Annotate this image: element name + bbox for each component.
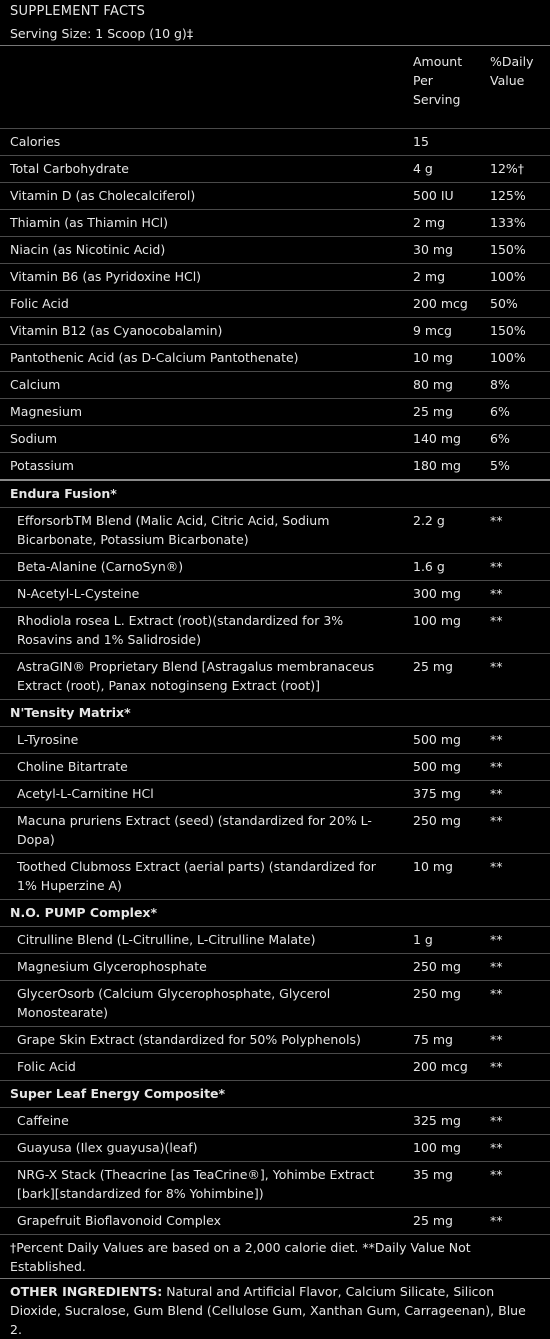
blend-list xyxy=(0,481,550,1235)
ingredient-name: Rhodiola rosea L. Extract (root)(standardized for 3% Rosavins and 1% Salidroside) xyxy=(17,613,344,647)
ingredient-amount: 9 mcg xyxy=(413,323,452,338)
ingredient-dv: ** xyxy=(490,859,503,874)
nutrient-row xyxy=(0,291,550,318)
nutrient-row xyxy=(0,264,550,291)
blend-ingredient-row xyxy=(0,581,550,608)
ingredient-dv: ** xyxy=(490,759,503,774)
ingredient-name: AstraGIN® Proprietary Blend [Astragalus membranaceus Extract (root), Panax notoginseng Extract (root)] xyxy=(17,659,375,693)
nutrient-row xyxy=(0,453,550,481)
ingredient-dv: ** xyxy=(490,1213,503,1228)
ingredient-amount: 200 mcg xyxy=(413,1059,468,1074)
blend-ingredient-row xyxy=(0,981,550,1027)
ingredient-name: Vitamin D (as Cholecalciferol) xyxy=(10,188,196,203)
ingredient-name: Beta-Alanine (CarnoSyn®) xyxy=(17,559,184,574)
other-ingredients-label: OTHER INGREDIENTS: xyxy=(10,1284,163,1299)
nutrient-row xyxy=(0,237,550,264)
blend-ingredient-row xyxy=(0,554,550,581)
ingredient-name: Potassium xyxy=(10,458,74,473)
ingredient-name: Total Carbohydrate xyxy=(10,161,129,176)
ingredient-name: Choline Bitartrate xyxy=(17,759,128,774)
blend-heading xyxy=(0,700,550,727)
ingredient-amount: 500 mg xyxy=(413,759,461,774)
nutrient-list xyxy=(0,129,550,481)
ingredient-amount: 10 mg xyxy=(413,350,453,365)
ingredient-dv: 150% xyxy=(490,323,526,338)
nutrient-row xyxy=(0,372,550,399)
blend-ingredient-row xyxy=(0,854,550,900)
ingredient-amount: 75 mg xyxy=(413,1032,453,1047)
blend-ingredient-row xyxy=(0,781,550,808)
ingredient-amount: 25 mg xyxy=(413,404,453,419)
ingredient-name: Sodium xyxy=(10,431,58,446)
ingredient-dv: ** xyxy=(490,959,503,974)
ingredient-dv: 125% xyxy=(490,188,526,203)
ingredient-dv: ** xyxy=(490,559,503,574)
ingredient-dv: 100% xyxy=(490,269,526,284)
ingredient-amount: 10 mg xyxy=(413,859,453,874)
blend-ingredient-row xyxy=(0,808,550,854)
ingredient-amount: 250 mg xyxy=(413,813,461,828)
ingredient-amount: 140 mg xyxy=(413,431,461,446)
ingredient-name: Calcium xyxy=(10,377,61,392)
ingredient-dv: ** xyxy=(490,659,503,674)
ingredient-name: Calories xyxy=(10,134,61,149)
ingredient-amount: 15 xyxy=(413,134,429,149)
ingredient-dv: 12%† xyxy=(490,161,525,176)
ingredient-amount: 2 mg xyxy=(413,215,446,230)
ingredient-dv: 100% xyxy=(490,350,526,365)
ingredient-dv: 50% xyxy=(490,296,518,311)
ingredient-dv: ** xyxy=(490,813,503,828)
ingredient-dv: ** xyxy=(490,1140,503,1155)
ingredient-dv: 150% xyxy=(490,242,526,257)
ingredient-dv: 5% xyxy=(490,458,510,473)
ingredient-dv: ** xyxy=(490,986,503,1001)
nutrient-row xyxy=(0,156,550,183)
blend-ingredient-row xyxy=(0,927,550,954)
blend-ingredient-row xyxy=(0,1162,550,1208)
ingredient-name: Grape Skin Extract (standardized for 50% Polyphenols) xyxy=(17,1032,361,1047)
footnote: †Percent Daily Values are based on a 2,000 calorie diet. **Daily Value Not Established. xyxy=(0,1235,550,1279)
ingredient-amount: 1 g xyxy=(413,932,433,947)
ingredient-name: Toothed Clubmoss Extract (aerial parts) (standardized for 1% Huperzine A) xyxy=(17,859,376,893)
ingredient-amount: 100 mg xyxy=(413,1140,461,1155)
ingredient-amount: 500 mg xyxy=(413,732,461,747)
ingredient-dv: 133% xyxy=(490,215,526,230)
ingredient-dv: ** xyxy=(490,613,503,628)
blend-heading xyxy=(0,1081,550,1108)
ingredient-amount: 2.2 g xyxy=(413,513,445,528)
ingredient-amount: 4 g xyxy=(413,161,433,176)
blend-ingredient-row xyxy=(0,508,550,554)
ingredient-amount: 180 mg xyxy=(413,458,461,473)
ingredient-name: Thiamin (as Thiamin HCl) xyxy=(10,215,168,230)
blend-ingredient-row xyxy=(0,654,550,700)
nutrient-row xyxy=(0,129,550,156)
ingredient-name: Guayusa (Ilex guayusa)(leaf) xyxy=(17,1140,198,1155)
other-ingredients xyxy=(0,1279,550,1339)
blend-ingredient-row xyxy=(0,1208,550,1235)
ingredient-dv: ** xyxy=(490,1059,503,1074)
ingredient-amount: 300 mg xyxy=(413,586,461,601)
ingredient-amount: 1.6 g xyxy=(413,559,445,574)
blend-ingredient-row xyxy=(0,608,550,654)
ingredient-dv: ** xyxy=(490,1113,503,1128)
panel-header xyxy=(0,0,550,46)
blend-ingredient-row xyxy=(0,754,550,781)
other-ingredients-text: Natural and Artificial Flavor, Calcium Silicate, Silicon Dioxide, Sucralose, Gum Blend (Cellulose Gum, Xanthan Gum, Carrageenan), Blue 2. xyxy=(10,1284,526,1337)
ingredient-name: Folic Acid xyxy=(10,296,69,311)
serving-size: Serving Size: 1 Scoop (10 g)‡ xyxy=(0,23,550,46)
blend-ingredient-row xyxy=(0,1108,550,1135)
ingredient-amount: 250 mg xyxy=(413,959,461,974)
ingredient-dv: ** xyxy=(490,1032,503,1047)
ingredient-name: Acetyl-L-Carnitine HCl xyxy=(17,786,154,801)
ingredient-dv: 6% xyxy=(490,404,510,419)
nutrient-row xyxy=(0,345,550,372)
ingredient-name: Vitamin B12 (as Cyanocobalamin) xyxy=(10,323,223,338)
blend-name: Endura Fusion* xyxy=(10,486,117,501)
ingredient-amount: 250 mg xyxy=(413,986,461,1001)
ingredient-dv: ** xyxy=(490,932,503,947)
ingredient-name: Pantothenic Acid (as D-Calcium Pantothenate) xyxy=(10,350,299,365)
ingredient-name: Folic Acid xyxy=(17,1059,76,1074)
panel-title: SUPPLEMENT FACTS xyxy=(10,4,146,19)
ingredient-name: Citrulline Blend (L-Citrulline, L-Citrulline Malate) xyxy=(17,932,316,947)
ingredient-name: N-Acetyl-L-Cysteine xyxy=(17,586,140,601)
ingredient-amount: 375 mg xyxy=(413,786,461,801)
nutrient-row xyxy=(0,399,550,426)
nutrient-row xyxy=(0,210,550,237)
ingredient-dv: ** xyxy=(490,1167,503,1182)
ingredient-amount: 35 mg xyxy=(413,1167,453,1182)
ingredient-name: Macuna pruriens Extract (seed) (standardized for 20% L-Dopa) xyxy=(17,813,372,847)
ingredient-name: EfforsorbTM Blend (Malic Acid, Citric Acid, Sodium Bicarbonate, Potassium Bicarbonate) xyxy=(17,513,330,547)
column-header-row xyxy=(0,46,550,129)
blend-heading xyxy=(0,481,550,508)
blend-ingredient-row xyxy=(0,1054,550,1081)
ingredient-name: Caffeine xyxy=(17,1113,69,1128)
ingredient-amount: 2 mg xyxy=(413,269,446,284)
ingredient-amount: 30 mg xyxy=(413,242,453,257)
ingredient-dv: 8% xyxy=(490,377,510,392)
ingredient-name: Magnesium Glycerophosphate xyxy=(17,959,207,974)
blend-heading xyxy=(0,900,550,927)
blend-ingredient-row xyxy=(0,954,550,981)
amount-column-header: Amount Per Serving xyxy=(413,54,463,107)
blend-ingredient-row xyxy=(0,1135,550,1162)
blend-ingredient-row xyxy=(0,727,550,754)
nutrient-row xyxy=(0,426,550,453)
nutrient-row xyxy=(0,318,550,345)
ingredient-name: Niacin (as Nicotinic Acid) xyxy=(10,242,166,257)
ingredient-name: NRG-X Stack (Theacrine [as TeaCrine®], Yohimbe Extract [bark][standardized for 8% Yohimbine]) xyxy=(17,1167,375,1201)
ingredient-amount: 80 mg xyxy=(413,377,453,392)
ingredient-name: L-Tyrosine xyxy=(17,732,79,747)
dv-column-header: %Daily Value xyxy=(490,54,534,88)
blend-name: N'Tensity Matrix* xyxy=(10,705,131,720)
ingredient-name: Grapefruit Bioflavonoid Complex xyxy=(17,1213,221,1228)
ingredient-amount: 500 IU xyxy=(413,188,454,203)
ingredient-dv: ** xyxy=(490,586,503,601)
ingredient-amount: 25 mg xyxy=(413,1213,453,1228)
ingredient-name: Magnesium xyxy=(10,404,83,419)
ingredient-amount: 100 mg xyxy=(413,613,461,628)
ingredient-dv: ** xyxy=(490,786,503,801)
ingredient-name: Vitamin B6 (as Pyridoxine HCl) xyxy=(10,269,202,284)
ingredient-dv: ** xyxy=(490,513,503,528)
ingredient-amount: 200 mcg xyxy=(413,296,468,311)
blend-name: N.O. PUMP Complex* xyxy=(10,905,158,920)
ingredient-name: GlycerOsorb (Calcium Glycerophosphate, Glycerol Monostearate) xyxy=(17,986,331,1020)
ingredient-dv: 6% xyxy=(490,431,510,446)
nutrient-row xyxy=(0,183,550,210)
ingredient-dv: ** xyxy=(490,732,503,747)
ingredient-amount: 25 mg xyxy=(413,659,453,674)
ingredient-amount: 325 mg xyxy=(413,1113,461,1128)
blend-ingredient-row xyxy=(0,1027,550,1054)
blend-name: Super Leaf Energy Composite* xyxy=(10,1086,226,1101)
